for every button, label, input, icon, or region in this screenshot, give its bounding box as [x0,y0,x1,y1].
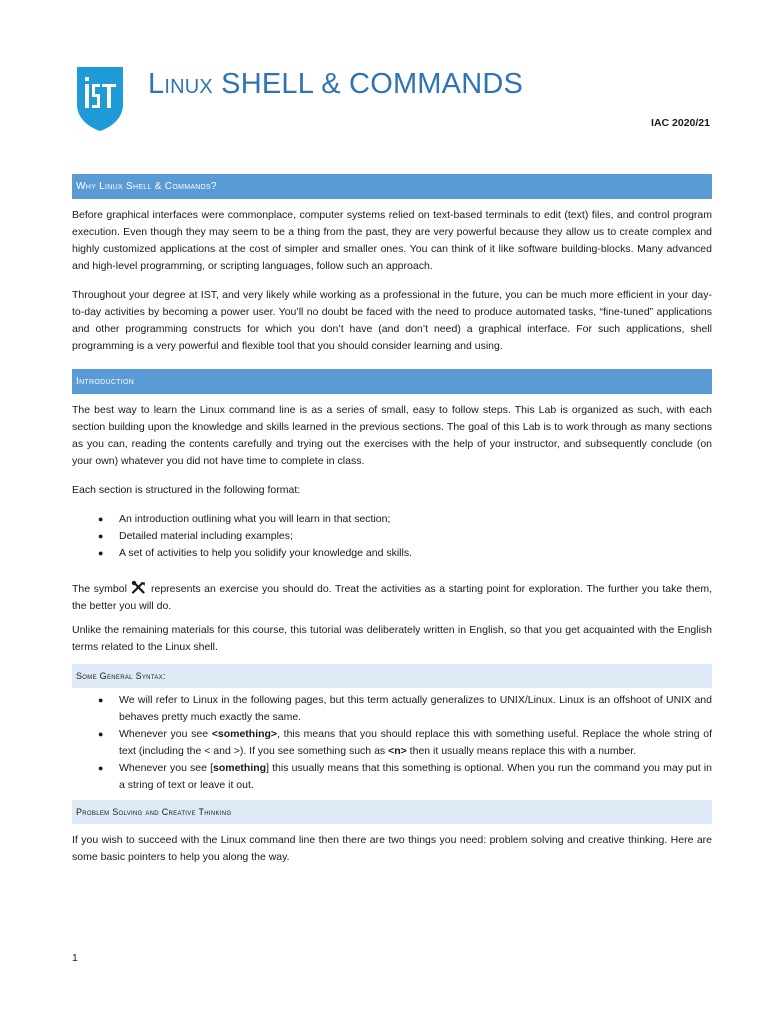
list-item: ● Detailed material including examples; [98,530,293,542]
intro-paragraph-4: Unlike the remaining materials for this course, this tutorial was deliberately written in English, so that you get acquainted with the English terms related to the Linux shell. [72,624,712,653]
list-item: ● Whenever you see [something] this usually means that this something is optional. When you run the command you may put in a string of text or leave it out. [98,762,712,791]
subsection-heading-syntax: Some General Syntax: [72,664,712,688]
intro-paragraph-1: The best way to learn the Linux command line is as a series of small, easy to follow steps. This Lab is organized as such, with each section building upon the knowledge and skills learned in the previous sections. The goal of this Lab is to work through as many sections as you can, reading the contents carefully and trying out the exercises with the help of your instructor, and subsequently conclude (on your own) whatever you did not have time to complete in class. [72,404,712,467]
problem-paragraph-1: If you wish to succeed with the Linux command line then there are two things you need: problem solving and creative thinking. Here are some basic pointers to help you along the way. [72,834,712,863]
intro-paragraph-2: Each section is structured in the following format: [72,484,301,496]
section-heading-why: Why Linux Shell & Commands? [72,174,712,199]
why-paragraph-2: Throughout your degree at IST, and very likely while working as a professional in the future, you can be much more efficient in your day-to-day activities by becoming a power user. You’ll no doubt be faced with the need to produce automated tasks, “fine-tuned” applications and other programming constructs for which you don’t have (and don’t need) a graphical interface. For such applications, shell programming is a very powerful and flexible tool that you should consider learning and using. [72,289,712,352]
ist-logo-wordmark: IST [76,66,78,67]
list-item: ● An introduction outlining what you will learn in that section; [98,513,391,525]
title-rest: SHELL & COMMANDS [212,68,524,100]
section-format-list [72,511,712,562]
syntax-list [72,692,712,794]
ist-logo [76,66,124,132]
why-paragraph-1: Before graphical interfaces were commonplace, computer systems relied on text-based terminals to edit (text) files, and control program execution. Even though they may seem to be a thing from the past, they are very powerful because they allow us to create complex and highly customized applications at the cost of simpler and smaller ones. You can think of it like software building-blocks. Many advanced and high-level programming, or scripting languages, follow such an approach. [72,209,712,272]
list-item: ● We will refer to Linux in the following pages, but this term actually generalizes to UNIX/Linux. Linux is an offshoot of UNIX and behaves pretty much exactly the same. [98,694,712,723]
page-number: 1 [72,952,78,964]
course-code: IAC 2020/21 [651,117,710,129]
document-body [72,174,712,866]
list-item: ● Whenever you see <something>, this means that you should replace this with something useful. Replace the whole string of text (including the < and >). If you see something such as <n> then it usually means replace this with a number. [98,728,713,757]
intro-symbol-paragraph: The symbol represents an exercise you should do. Treat the activities as a starting point for exploration. The further you take them, the better you will do. [72,581,712,615]
section-heading-introduction: Introduction [72,369,712,394]
tools-icon [131,581,146,594]
document-title [148,68,523,101]
list-item: ● A set of activities to help you solidify your knowledge and skills. [98,547,412,559]
title-first-word: Linux [148,68,213,100]
subsection-heading-problem-solving: Problem Solving and Creative Thinking [72,800,712,824]
